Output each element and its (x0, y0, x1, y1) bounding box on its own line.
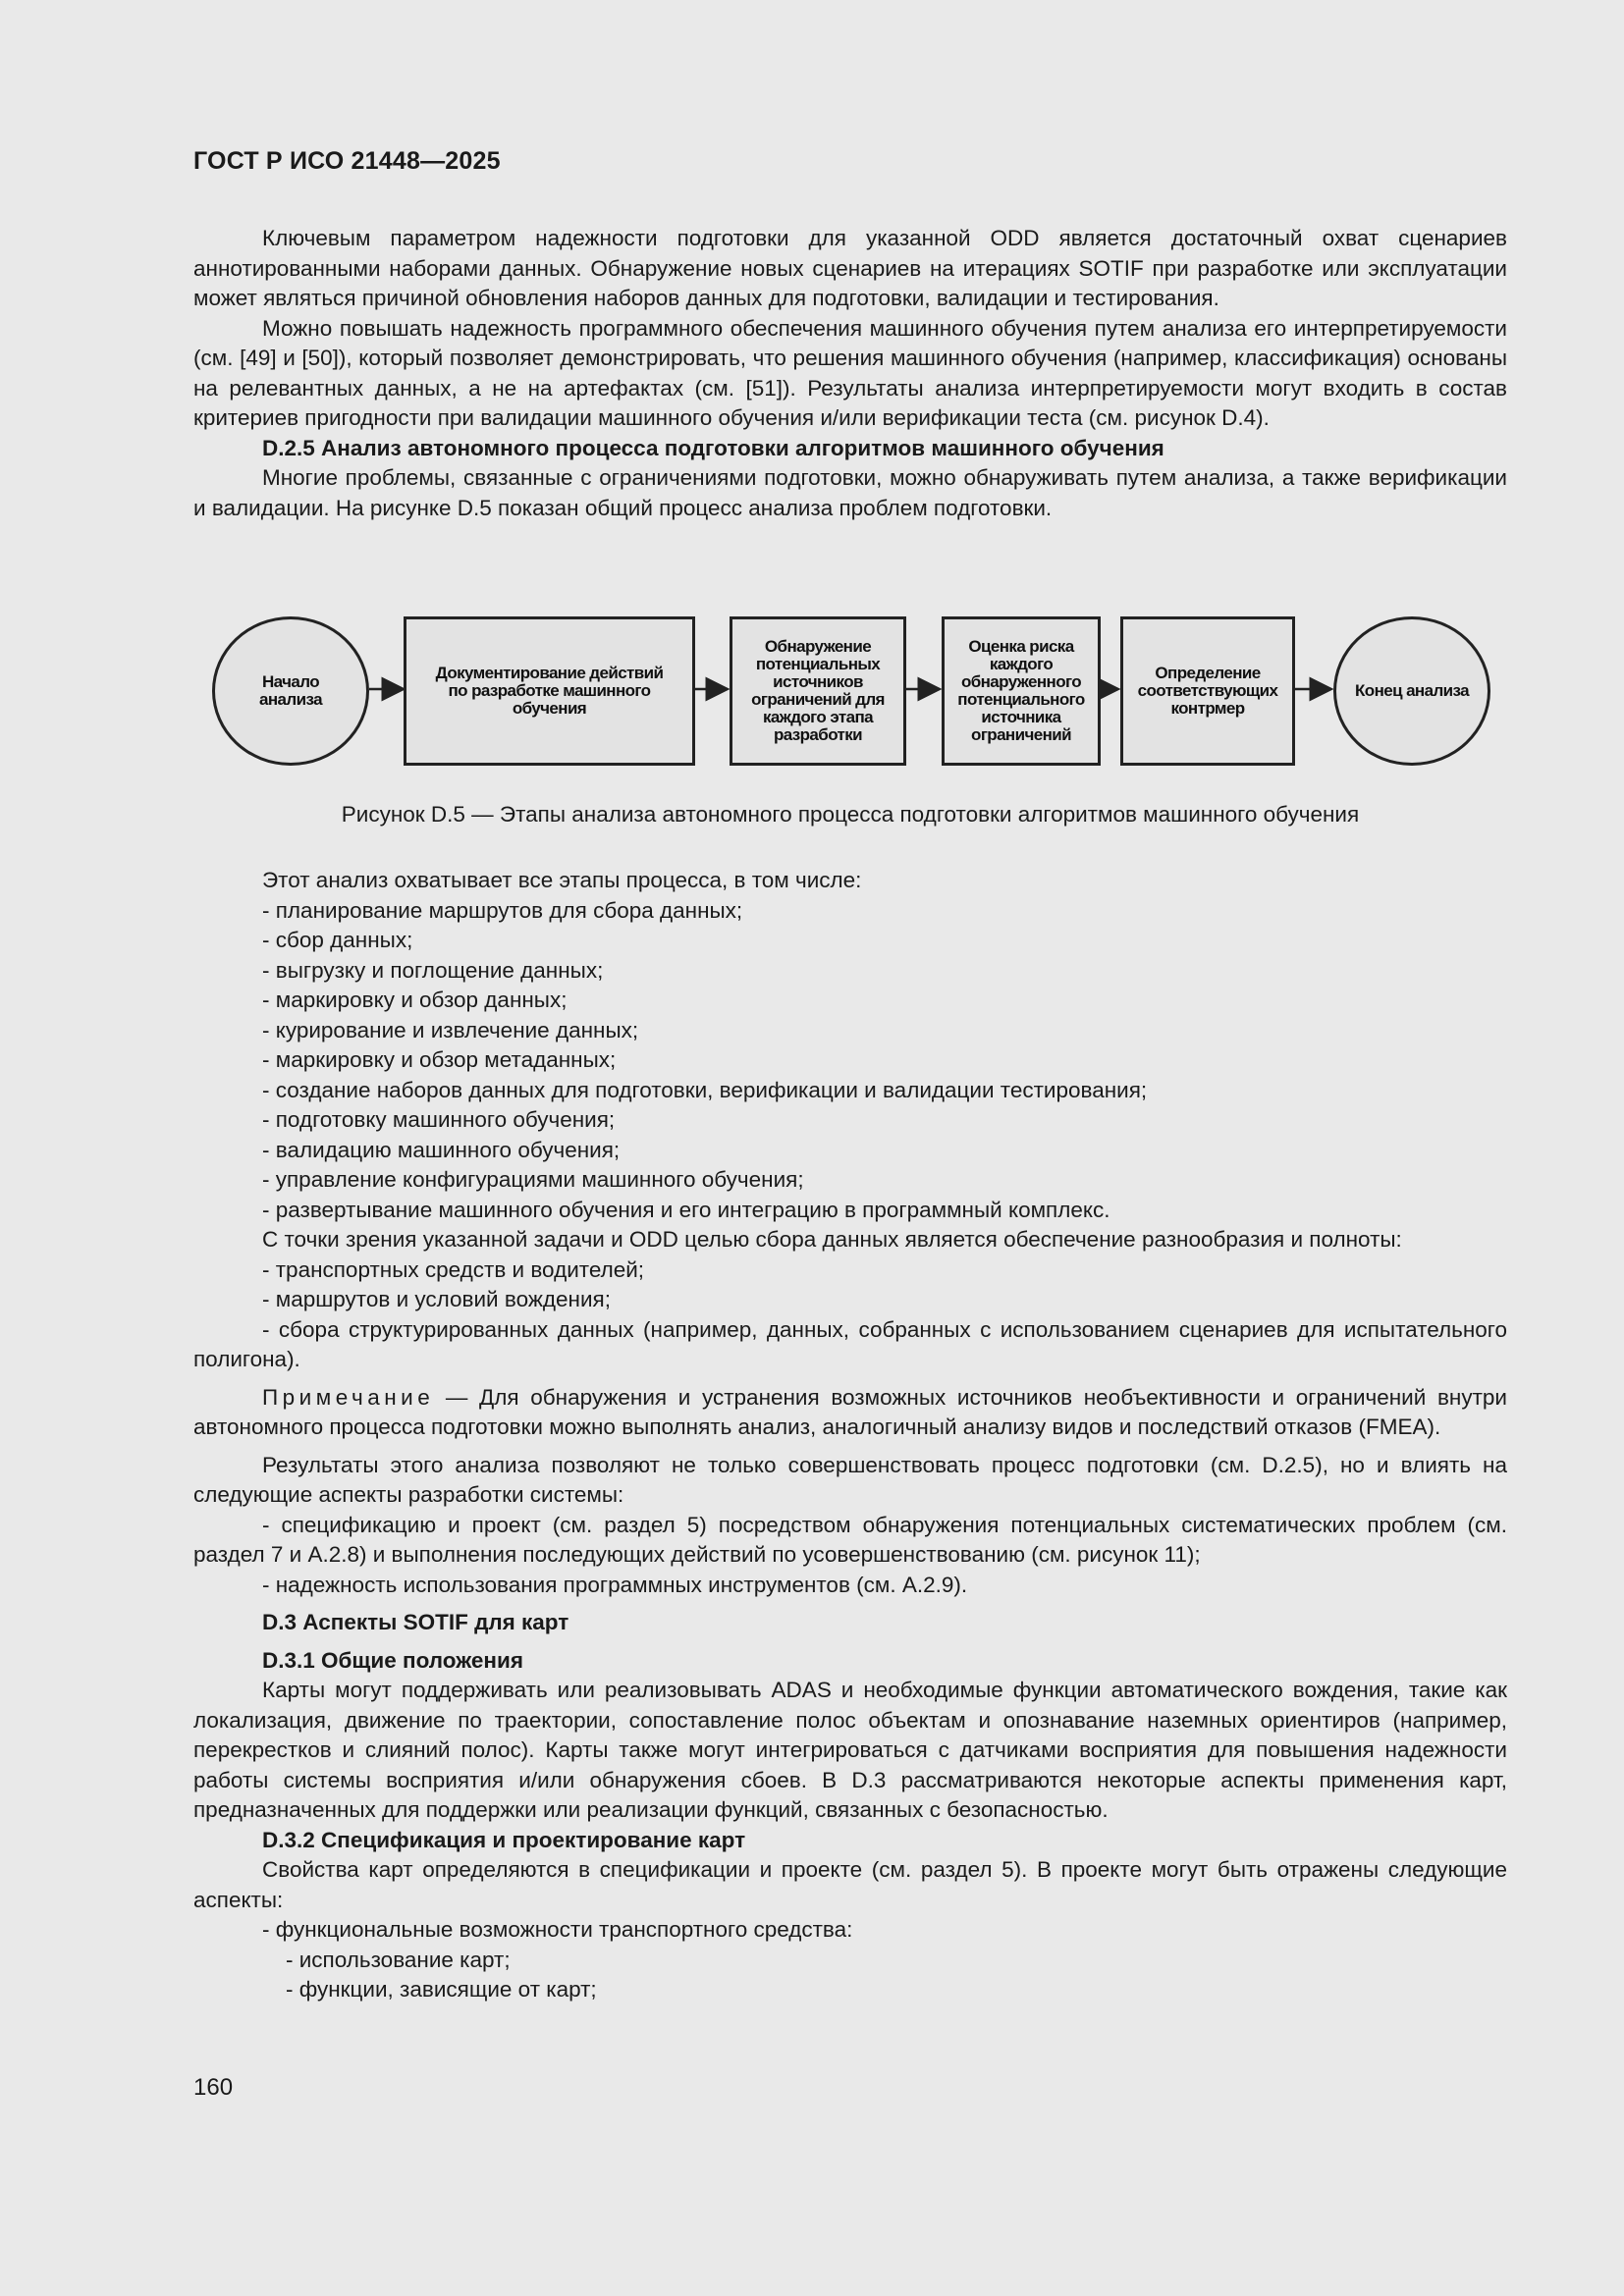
page-number: 160 (193, 2074, 234, 2101)
document-header: ГОСТ Р ИСО 21448—2025 (193, 147, 501, 175)
process-step-countermeasures: Определение соответствующих контрмер (1120, 616, 1295, 766)
list-item: - маршрутов и условий вождения; (262, 1287, 611, 1311)
paragraph: С точки зрения указанной задачи и ODD целью сбора данных является обеспечение разнообразия и полноты: (262, 1227, 1402, 1252)
note-label: Примечание (262, 1384, 435, 1410)
list-item: - развертывание машинного обучения и его интеграцию в программный комплекс. (262, 1197, 1110, 1222)
list-item: - сбор данных; (262, 928, 413, 952)
list-item: - создание наборов данных для подготовки, верификации и валидации тестирования; (262, 1077, 1148, 1102)
list-item: - функциональные возможности транспортного средства: (262, 1917, 853, 1942)
body-section (193, 866, 1507, 2005)
list-item: - надежность использования программных инструментов (см. А.2.9). (262, 1572, 968, 1597)
note-text: — Для обнаружения и устранения возможных источников необъективности и ограничений внутри автономного процесса подготовки можно выполнять анализ, аналогичный анализу видов и последствий отказов (FMEA). (193, 1384, 1507, 1439)
list-item: - выгрузку и поглощение данных; (262, 957, 604, 983)
list-item: - сбора структурированных данных (например, данных, собранных с использованием сценариев для испытательного полигона). (193, 1316, 1507, 1371)
subsection-heading: D.3.2 Спецификация и проектирование карт (262, 1827, 746, 1852)
process-step-detect: Обнаружение потенциальных источников ограничений для каждого этапа разработки (730, 616, 906, 766)
paragraph: Этот анализ охватывает все этапы процесса, в том числе: (262, 868, 862, 892)
paragraph: Можно повышать надежность программного обеспечения машинного обучения путем анализа его интерпретируемости (см. [49] и [50]), который позволяет демонстрировать, что решения машинного обучения (например, классификация) основаны на релевантных данных, а не на артефактах (см. [51]). Результаты анализа интерпретируемости могут входить в состав критериев пригодности при валидации машинного обучения и/или верификации теста (см. рисунок D.4). (193, 315, 1507, 430)
figure-caption: Рисунок D.5 — Этапы анализа автономного процесса подготовки алгоритмов машинного обучения (341, 802, 1360, 827)
list-item: - маркировку и обзор метаданных; (262, 1047, 617, 1072)
paragraph: Многие проблемы, связанные с ограничениями подготовки, можно обнаруживать путем анализа, а также верификации и валидации. На рисунке D.5 показан общий процесс анализа проблем подготовки. (193, 465, 1507, 520)
list-item: - транспортных средств и водителей; (262, 1256, 645, 1282)
list-item: - валидацию машинного обучения; (262, 1137, 621, 1162)
section-heading: D.2.5 Анализ автономного процесса подготовки алгоритмов машинного обучения (262, 435, 1164, 460)
list-item: - подготовку машинного обучения; (262, 1107, 616, 1132)
list-item: - маркировку и обзор данных; (262, 988, 568, 1012)
paragraph: Свойства карт определяются в спецификации и проекте (см. раздел 5). В проекте могут быть отражены следующие аспекты: (193, 1857, 1507, 1912)
process-step-assess-risk: Оценка риска каждого обнаруженного потенциального источника ограничений (942, 616, 1101, 766)
end-node: Конец анализа (1333, 616, 1490, 766)
list-item: - управление конфигурациями машинного обучения; (262, 1167, 804, 1192)
paragraph: Результаты этого анализа позволяют не только совершенствовать процесс подготовки (см. D.2.5), но и влиять на следующие аспекты разработки системы: (193, 1452, 1507, 1507)
process-step-document: Документирование действий по разработке машинного обучения (404, 616, 695, 766)
sub-list-item: - функции, зависящие от карт; (286, 1977, 597, 2002)
paragraph: Карты могут поддерживать или реализовывать ADAS и необходимые функции автоматического вождения, такие как локализация, движение по траектории, сопоставление полос объектам и опознавание наземных ориентиров (например, перекрестков и слияний полос). Карты также могут интегрироваться с датчиками восприятия для повышения надежности работы системы восприятия и/или обнаружения сбоев. В D.3 рассматриваются некоторые аспекты применения карт, предназначенных для поддержки или реализации функций, связанных с безопасностью. (193, 1678, 1507, 1822)
subsection-heading: D.3.1 Общие положения (262, 1647, 523, 1673)
paragraph: Ключевым параметром надежности подготовки для указанной ODD является достаточный охват сценариев аннотированными наборами данных. Обнаружение новых сценариев на итерациях SOTIF при разработке или эксплуатации может являться причиной обновления наборов данных для подготовки, валидации и тестирования. (193, 226, 1507, 310)
start-node: Начало анализа (212, 616, 369, 766)
note (193, 1383, 1507, 1443)
sub-list-item: - использование карт; (286, 1947, 511, 1972)
list-item: - спецификацию и проект (см. раздел 5) посредством обнаружения потенциальных систематических проблем (см. раздел 7 и А.2.8) и выполнения последующих действий по усовершенствованию (см. рисунок 11); (193, 1512, 1507, 1567)
list-item: - курирование и извлечение данных; (262, 1017, 639, 1042)
list-item: - планирование маршрутов для сбора данных; (262, 897, 743, 923)
section-heading: D.3 Аспекты SOTIF для карт (262, 1610, 569, 1634)
